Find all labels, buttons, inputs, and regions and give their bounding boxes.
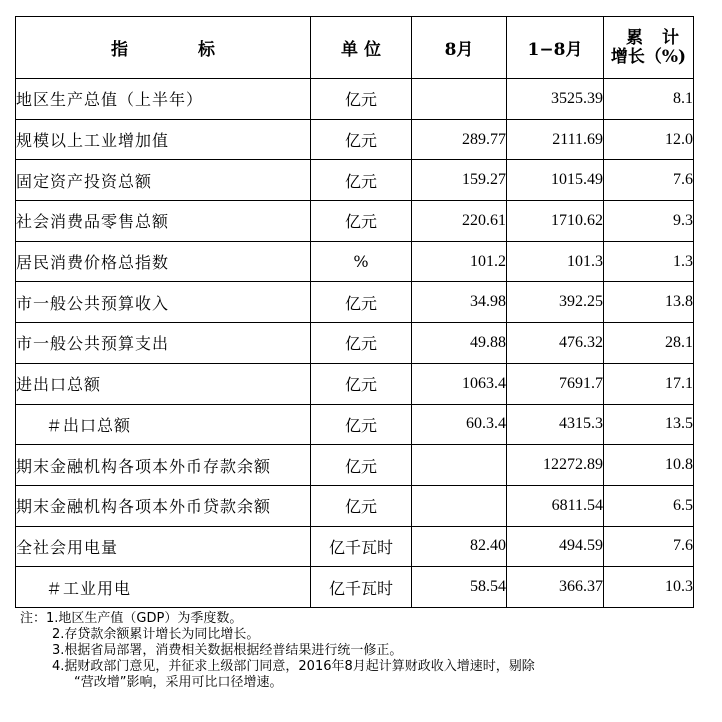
cell-august-value: 159.27 [412, 160, 507, 201]
cell-indicator-name: ＃出口总额 [16, 404, 311, 445]
cell-indicator-name: 地区生产总值（上半年） [16, 79, 311, 120]
table-row [16, 241, 694, 282]
cell-ytd-value: 1015.49 [507, 160, 604, 201]
cell-ytd-value: 476.32 [507, 323, 604, 364]
cell-indicator-name: 市一般公共预算支出 [16, 323, 311, 364]
table-row [16, 323, 694, 364]
header-indicator-char1: 指 [111, 40, 128, 60]
cell-indicator-name: 进出口总额 [16, 363, 311, 404]
header-indicator [16, 17, 311, 79]
header-ytd: 1−8月 [507, 17, 604, 79]
cell-unit: % [311, 241, 412, 282]
cell-august-value: 82.40 [412, 526, 507, 567]
cell-ytd-value: 494.59 [507, 526, 604, 567]
cell-august-value: 220.61 [412, 201, 507, 242]
cell-unit: 亿元 [311, 201, 412, 242]
note-line-4: 4.据财政部门意见，并征求上级部门同意，2016年8月起计算财政收入增速时，剔除 [52, 659, 535, 674]
statistics-table [15, 16, 694, 608]
table-row [16, 567, 694, 608]
cell-ytd-value: 1710.62 [507, 201, 604, 242]
cell-ytd-value: 3525.39 [507, 79, 604, 120]
cell-growth-value: 7.6 [604, 160, 694, 201]
cell-unit: 亿元 [311, 445, 412, 486]
cell-ytd-value: 6811.54 [507, 485, 604, 526]
header-growth-line2: 增长（%) [610, 46, 687, 67]
cell-indicator-name: 居民消费价格总指数 [16, 241, 311, 282]
cell-growth-value: 8.1 [604, 79, 694, 120]
table-header [16, 17, 694, 79]
cell-ytd-value: 392.25 [507, 282, 604, 323]
cell-unit: 亿元 [311, 404, 412, 445]
cell-growth-value: 28.1 [604, 323, 694, 364]
cell-growth-value: 9.3 [604, 201, 694, 242]
cell-growth-value: 6.5 [604, 485, 694, 526]
cell-ytd-value: 12272.89 [507, 445, 604, 486]
note-line-5: “营改增”影响，采用可比口径增速。 [74, 675, 283, 690]
cell-august-value [412, 445, 507, 486]
header-row [16, 17, 694, 79]
cell-unit: 亿元 [311, 485, 412, 526]
cell-indicator-name: 全社会用电量 [16, 526, 311, 567]
table-row [16, 445, 694, 486]
header-growth-char2: 计 [662, 27, 679, 48]
table-row [16, 363, 694, 404]
cell-august-value: 1063.4 [412, 363, 507, 404]
cell-unit: 亿元 [311, 323, 412, 364]
cell-unit: 亿元 [311, 79, 412, 120]
table-row [16, 282, 694, 323]
cell-august-value [412, 79, 507, 120]
table-row [16, 485, 694, 526]
cell-indicator-name: 市一般公共预算收入 [16, 282, 311, 323]
cell-growth-value: 10.8 [604, 445, 694, 486]
cell-growth-value: 17.1 [604, 363, 694, 404]
table-row [16, 119, 694, 160]
header-unit: 单 位 [311, 17, 412, 79]
cell-ytd-value: 366.37 [507, 567, 604, 608]
cell-august-value [412, 485, 507, 526]
header-indicator-char2: 标 [198, 40, 215, 60]
cell-august-value: 289.77 [412, 119, 507, 160]
notes [20, 611, 710, 691]
cell-unit: 亿千瓦时 [311, 567, 412, 608]
cell-growth-value: 1.3 [604, 241, 694, 282]
cell-indicator-name: ＃工业用电 [16, 567, 311, 608]
header-growth-char1: 累 [626, 27, 643, 48]
table-body [16, 79, 694, 608]
cell-unit: 亿元 [311, 119, 412, 160]
table-row [16, 526, 694, 567]
table-row [16, 201, 694, 242]
cell-august-value: 49.88 [412, 323, 507, 364]
cell-growth-value: 10.3 [604, 567, 694, 608]
cell-indicator-name: 固定资产投资总额 [16, 160, 311, 201]
header-growth [604, 17, 694, 79]
cell-indicator-name: 期末金融机构各项本外币贷款余额 [16, 485, 311, 526]
note-line-2: 2.存贷款余额累计增长为同比增长。 [52, 627, 260, 642]
cell-growth-value: 13.5 [604, 404, 694, 445]
cell-august-value: 60.3.4 [412, 404, 507, 445]
header-august: 8月 [412, 17, 507, 79]
note-line-1: 注：1.地区生产值（GDP）为季度数。 [20, 611, 243, 626]
cell-growth-value: 13.8 [604, 282, 694, 323]
cell-indicator-name: 期末金融机构各项本外币存款余额 [16, 445, 311, 486]
cell-growth-value: 7.6 [604, 526, 694, 567]
cell-unit: 亿千瓦时 [311, 526, 412, 567]
cell-unit: 亿元 [311, 160, 412, 201]
cell-ytd-value: 2111.69 [507, 119, 604, 160]
cell-ytd-value: 101.3 [507, 241, 604, 282]
cell-indicator-name: 规模以上工业增加值 [16, 119, 311, 160]
cell-unit: 亿元 [311, 363, 412, 404]
cell-august-value: 34.98 [412, 282, 507, 323]
note-line-3: 3.根据省局部署，消费相关数据根据经普结果进行统一修正。 [52, 643, 403, 658]
table-row [16, 160, 694, 201]
cell-ytd-value: 7691.7 [507, 363, 604, 404]
cell-august-value: 101.2 [412, 241, 507, 282]
cell-ytd-value: 4315.3 [507, 404, 604, 445]
table-row [16, 404, 694, 445]
cell-unit: 亿元 [311, 282, 412, 323]
cell-august-value: 58.54 [412, 567, 507, 608]
table-row [16, 79, 694, 120]
cell-growth-value: 12.0 [604, 119, 694, 160]
cell-indicator-name: 社会消费品零售总额 [16, 201, 311, 242]
